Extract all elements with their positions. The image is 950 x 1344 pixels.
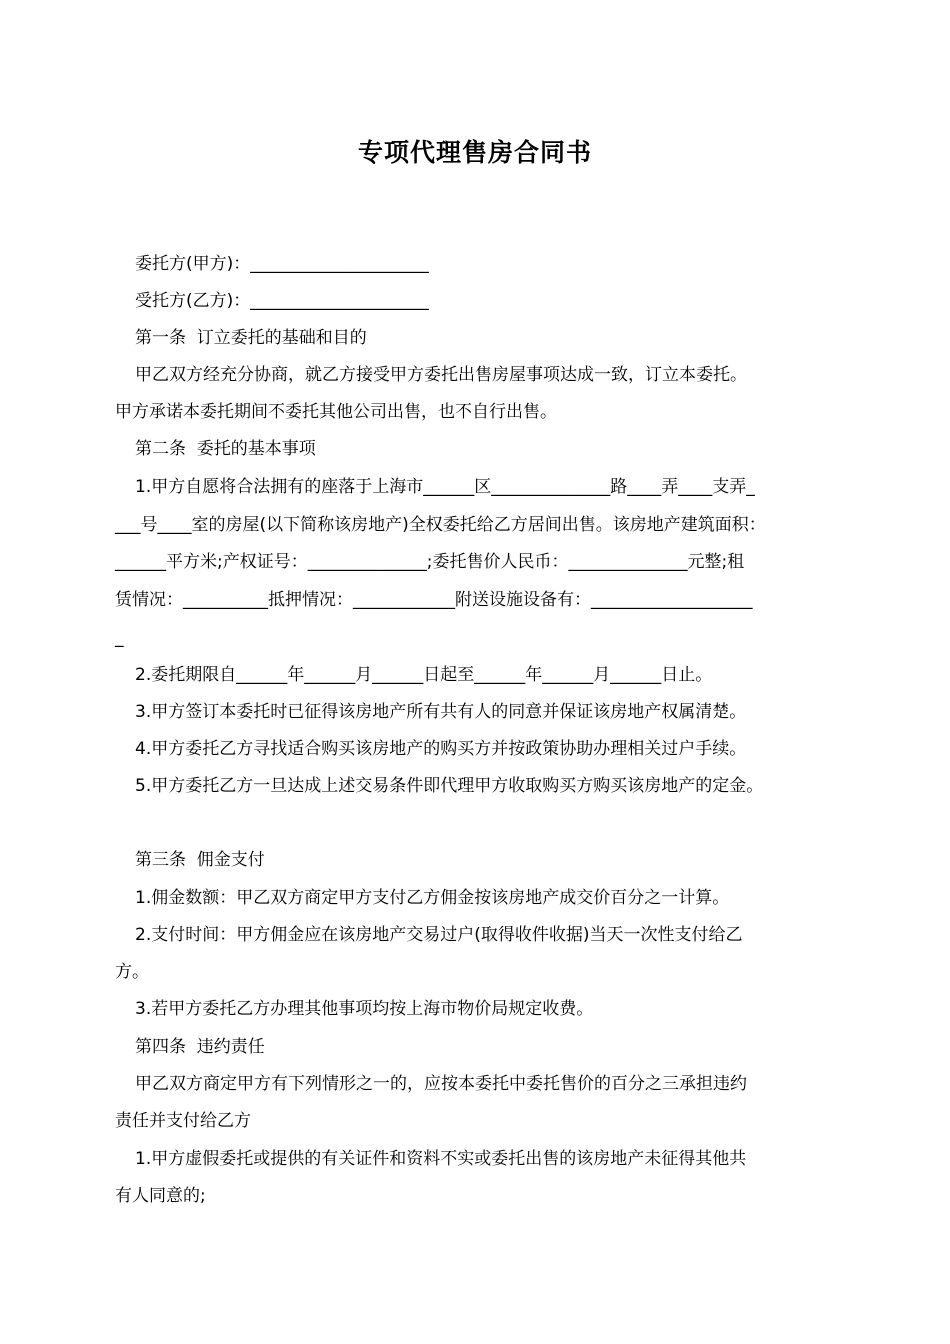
article-4-paragraph-line-1: 甲乙双方商定甲方有下列情形之一的，应按本委托中委托售价的百分之三承担违约: [135, 1074, 747, 1094]
article-2-item-4: 4.甲方委托乙方寻找适合购买该房地产的购买方并按政策协助办理相关过户手续。: [135, 739, 747, 759]
document-title: 专项代理售房合同书: [357, 138, 592, 167]
article-3-item-2-line-1: 2.支付时间：甲方佣金应在该房地产交易过户(取得收件收据)当天一次性支付给乙: [135, 925, 743, 945]
article-4-heading: 第四条 违约责任: [135, 1037, 265, 1057]
article-2-heading: 第二条 委托的基本事项: [135, 439, 316, 459]
principal-party-line: 委托方(甲方)：_____________________: [135, 254, 429, 274]
article-2-item-1-line-3: ______平方米;产权证号：______________;委托售价人民币：______________元整;租: [115, 552, 745, 572]
agent-party-line: 受托方(乙方)：_____________________: [135, 291, 429, 311]
article-4-paragraph-line-2: 责任并支付给乙方: [115, 1111, 251, 1131]
article-2-item-5: 5.甲方委托乙方一旦达成上述交易条件即代理甲方收取购买方购买该房地产的定金。: [135, 776, 764, 796]
article-3-item-3: 3.若甲方委托乙方办理其他事项均按上海市物价局规定收费。: [135, 999, 594, 1019]
article-4-item-1-line-1: 1.甲方虚假委托或提供的有关证件和资料不实或委托出售的该房地产未征得其他共: [135, 1149, 747, 1169]
article-1-paragraph-line-1: 甲乙双方经充分协商，就乙方接受甲方委托出售房屋事项达成一致，订立本委托。: [135, 365, 747, 385]
article-3-item-1: 1.佣金数额：甲乙双方商定甲方支付乙方佣金按该房地产成交价百分之一计算。: [135, 888, 730, 908]
article-3-heading: 第三条 佣金支付: [135, 850, 265, 870]
article-2-item-1-line-5: _: [115, 628, 124, 648]
article-2-item-1-line-2: ___号____室的房屋(以下简称该房地产)全权委托给乙方居间出售。该房地产建筑面积：: [115, 515, 766, 535]
article-1-paragraph-line-2: 甲方承诺本委托期间不委托其他公司出售，也不自行出售。: [115, 402, 557, 422]
article-2-item-1-line-4: 赁情况：__________抵押情况：____________附送设施设备有：___________________: [115, 590, 753, 610]
article-4-item-1-line-2: 有人同意的;: [115, 1186, 206, 1206]
article-2-item-1-line-1: 1.甲方自愿将合法拥有的座落于上海市______区______________路____弄____支弄_: [135, 477, 755, 497]
article-1-heading: 第一条 订立委托的基础和目的: [135, 328, 367, 348]
article-2-item-2: 2.委托期限自______年______月______日起至______年______月______日止。: [135, 665, 713, 685]
article-3-item-2-line-2: 方。: [115, 962, 149, 982]
article-2-item-3: 3.甲方签订本委托时已征得该房地产所有共有人的同意并保证该房地产权属清楚。: [135, 702, 747, 722]
